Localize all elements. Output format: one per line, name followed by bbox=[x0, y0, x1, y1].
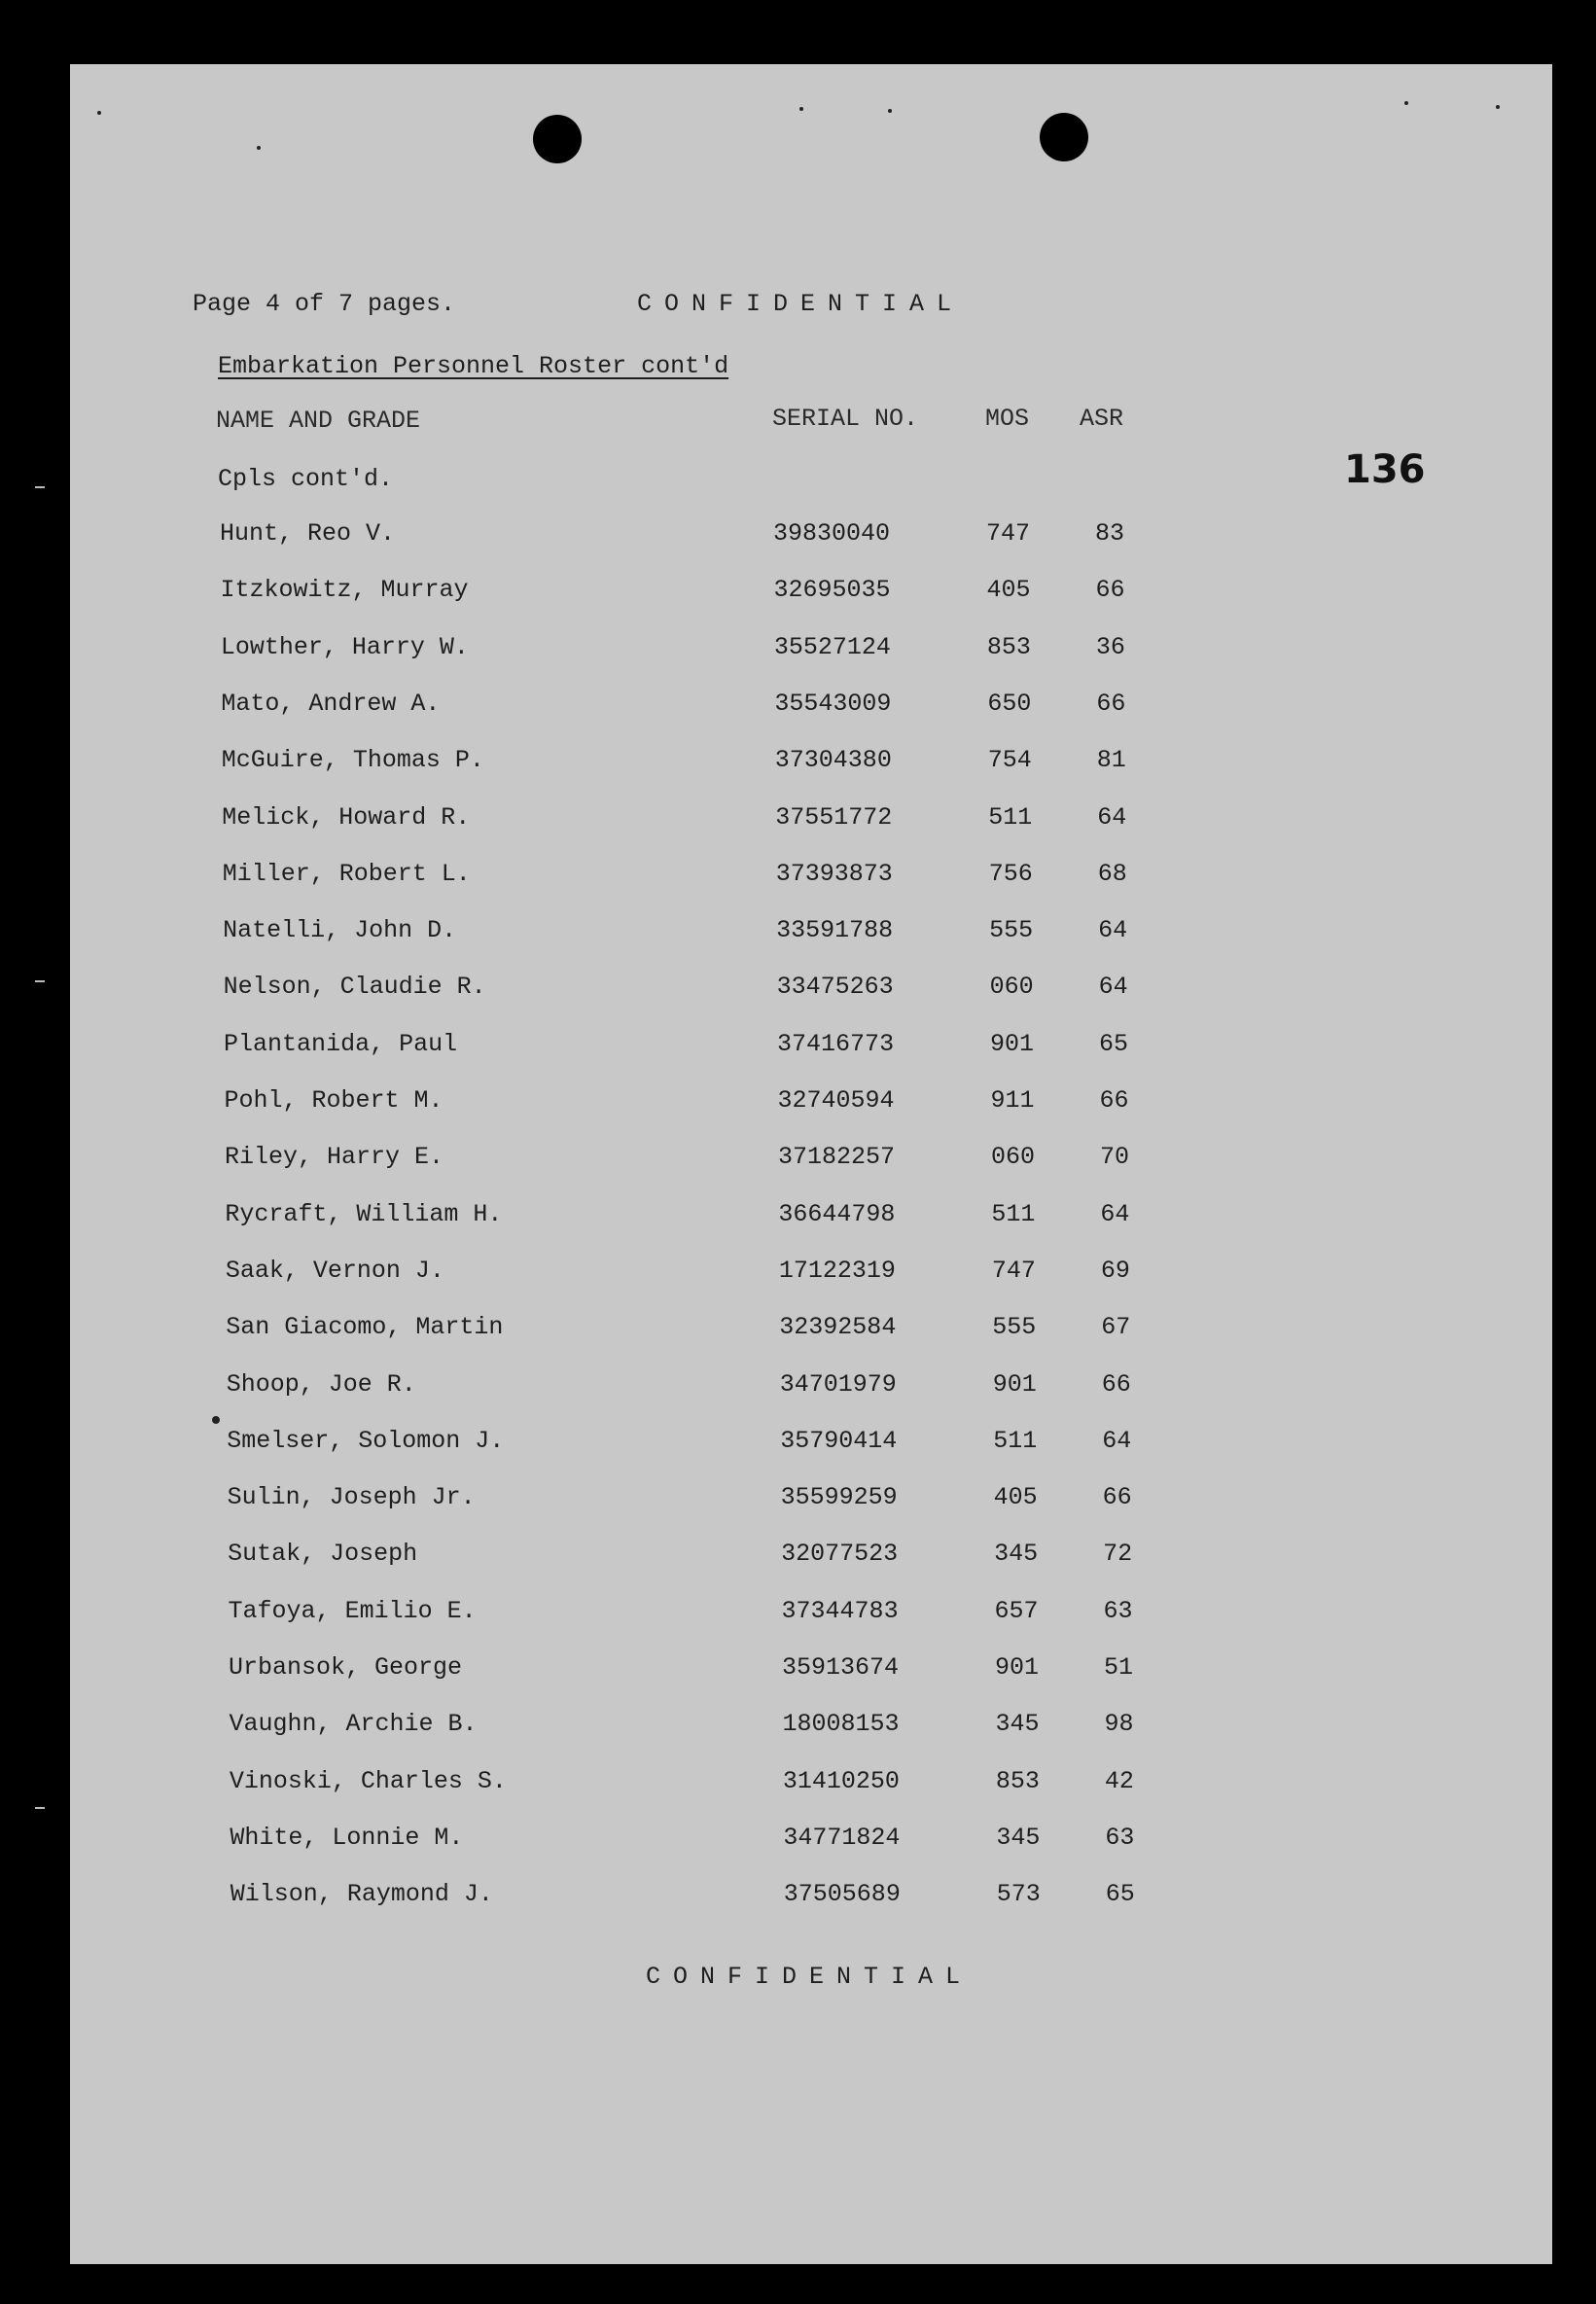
roster-name: Tafoya, Emilio E. bbox=[228, 1596, 477, 1625]
speck bbox=[97, 111, 101, 115]
roster-mos: 650 bbox=[987, 689, 1032, 718]
roster-name: Itzkowitz, Murray bbox=[220, 576, 469, 605]
table-row bbox=[0, 1653, 1596, 1692]
group-label: Cpls cont'd. bbox=[218, 465, 394, 493]
table-row bbox=[0, 860, 1596, 899]
table-row bbox=[0, 1370, 1596, 1409]
roster-serial-no: 37393873 bbox=[775, 859, 893, 888]
roster-name: Vaughn, Archie B. bbox=[229, 1710, 478, 1739]
classification-bottom: CONFIDENTIAL bbox=[646, 1963, 974, 1991]
roster-serial-no: 34701979 bbox=[779, 1369, 897, 1399]
roster-asr: 69 bbox=[1100, 1256, 1130, 1285]
roster-asr: 64 bbox=[1098, 916, 1128, 945]
roster-serial-no: 37416773 bbox=[777, 1029, 895, 1058]
roster-serial-no: 37304380 bbox=[774, 746, 892, 775]
roster-name: Shoop, Joe R. bbox=[226, 1369, 416, 1399]
roster-mos: 901 bbox=[992, 1369, 1037, 1399]
roster-serial-no: 32392584 bbox=[779, 1313, 897, 1342]
roster-asr: 36 bbox=[1095, 632, 1125, 661]
roster-asr: 66 bbox=[1095, 576, 1125, 605]
roster-serial-no: 35913674 bbox=[782, 1653, 900, 1682]
roster-asr: 64 bbox=[1102, 1426, 1132, 1455]
roster-asr: 64 bbox=[1098, 973, 1128, 1002]
roster-name: Sulin, Joseph Jr. bbox=[227, 1483, 476, 1512]
roster-mos: 657 bbox=[994, 1596, 1039, 1625]
speck bbox=[212, 1416, 220, 1424]
column-header-name: NAME AND GRADE bbox=[216, 407, 421, 435]
table-row bbox=[0, 1710, 1596, 1749]
table-row bbox=[0, 633, 1596, 672]
roster-serial-no: 31410250 bbox=[782, 1766, 900, 1795]
roster-name: Plantanida, Paul bbox=[224, 1029, 458, 1058]
table-row bbox=[0, 519, 1596, 558]
roster-name: White, Lonnie M. bbox=[230, 1823, 464, 1852]
roster-serial-no: 34771824 bbox=[783, 1823, 901, 1852]
edge-mark bbox=[35, 1807, 45, 1809]
roster-serial-no: 35543009 bbox=[774, 689, 892, 718]
table-row bbox=[0, 1143, 1596, 1182]
roster-serial-no: 32077523 bbox=[781, 1540, 899, 1569]
roster-serial-no: 35790414 bbox=[780, 1426, 898, 1455]
roster-name: San Giacomo, Martin bbox=[226, 1313, 504, 1342]
roster-name: Natelli, John D. bbox=[223, 916, 457, 945]
table-row bbox=[0, 1030, 1596, 1069]
table-row bbox=[0, 1880, 1596, 1919]
roster-asr: 98 bbox=[1104, 1710, 1134, 1739]
table-row bbox=[0, 1767, 1596, 1806]
roster-asr: 81 bbox=[1096, 746, 1126, 775]
roster-name: Rycraft, William H. bbox=[225, 1199, 503, 1228]
roster-name: Sutak, Joseph bbox=[228, 1540, 418, 1569]
roster-mos: 747 bbox=[986, 519, 1031, 548]
roster-mos: 853 bbox=[986, 632, 1031, 661]
roster-serial-no: 32740594 bbox=[777, 1086, 895, 1115]
roster-asr: 66 bbox=[1099, 1086, 1129, 1115]
speck bbox=[1496, 105, 1500, 109]
roster-serial-no: 35527124 bbox=[773, 632, 891, 661]
table-row bbox=[0, 1540, 1596, 1578]
roster-asr: 70 bbox=[1099, 1143, 1129, 1172]
roster-name: Pohl, Robert M. bbox=[224, 1086, 443, 1115]
roster-mos: 754 bbox=[987, 746, 1032, 775]
roster-mos: 511 bbox=[991, 1199, 1036, 1228]
column-header-serial: SERIAL NO. bbox=[772, 405, 919, 433]
roster-mos: 555 bbox=[989, 916, 1034, 945]
speck bbox=[257, 146, 261, 150]
roster-mos: 747 bbox=[991, 1256, 1036, 1285]
roster-mos: 345 bbox=[995, 1710, 1040, 1739]
roster-serial-no: 36644798 bbox=[778, 1199, 896, 1228]
roster-name: Vinoski, Charles S. bbox=[229, 1766, 507, 1795]
table-row bbox=[0, 916, 1596, 955]
roster-name: Riley, Harry E. bbox=[224, 1143, 443, 1172]
table-row bbox=[0, 1427, 1596, 1466]
roster-asr: 64 bbox=[1100, 1199, 1130, 1228]
page-label: Page 4 of 7 pages. bbox=[193, 290, 456, 318]
punch-hole-right bbox=[1040, 113, 1088, 161]
section-title: Embarkation Personnel Roster cont'd bbox=[218, 352, 729, 380]
roster-mos: 060 bbox=[989, 973, 1034, 1002]
table-row bbox=[0, 690, 1596, 728]
classification-top: CONFIDENTIAL bbox=[637, 290, 965, 318]
roster-asr: 72 bbox=[1103, 1540, 1133, 1569]
roster-name: Smelser, Solomon J. bbox=[227, 1426, 505, 1455]
roster-mos: 853 bbox=[995, 1766, 1040, 1795]
table-row bbox=[0, 1200, 1596, 1239]
roster-name: Hunt, Reo V. bbox=[220, 519, 396, 548]
roster-serial-no: 33475263 bbox=[776, 973, 894, 1002]
roster-name: Saak, Vernon J. bbox=[225, 1256, 444, 1285]
edge-mark bbox=[35, 486, 45, 488]
roster-asr: 66 bbox=[1102, 1483, 1132, 1512]
table-row bbox=[0, 1086, 1596, 1125]
roster-mos: 405 bbox=[993, 1483, 1038, 1512]
roster-name: Nelson, Claudie R. bbox=[223, 973, 486, 1002]
roster-asr: 68 bbox=[1097, 859, 1127, 888]
roster-serial-no: 37505689 bbox=[783, 1880, 901, 1909]
table-row bbox=[0, 1597, 1596, 1636]
roster-name: Urbansok, George bbox=[229, 1653, 463, 1682]
roster-mos: 573 bbox=[996, 1880, 1041, 1909]
roster-asr: 66 bbox=[1101, 1369, 1131, 1399]
roster-asr: 66 bbox=[1096, 689, 1126, 718]
roster-serial-no: 37182257 bbox=[777, 1143, 895, 1172]
column-header-asr: ASR bbox=[1080, 405, 1124, 433]
roster-serial-no: 37344783 bbox=[781, 1596, 899, 1625]
table-row bbox=[0, 746, 1596, 785]
roster-serial-no: 18008153 bbox=[782, 1710, 900, 1739]
speck bbox=[1404, 101, 1408, 105]
roster-serial-no: 39830040 bbox=[773, 519, 891, 548]
roster-serial-no: 32695035 bbox=[773, 576, 891, 605]
table-row bbox=[0, 1824, 1596, 1862]
roster-asr: 65 bbox=[1099, 1029, 1129, 1058]
roster-mos: 901 bbox=[990, 1029, 1035, 1058]
roster-asr: 51 bbox=[1104, 1653, 1134, 1682]
roster-asr: 42 bbox=[1104, 1766, 1134, 1795]
roster-name: Miller, Robert L. bbox=[222, 859, 471, 888]
roster-asr: 83 bbox=[1095, 519, 1125, 548]
roster-asr: 67 bbox=[1101, 1313, 1131, 1342]
roster-name: Wilson, Raymond J. bbox=[230, 1880, 493, 1909]
table-row bbox=[0, 973, 1596, 1011]
table-row bbox=[0, 1483, 1596, 1522]
roster-asr: 65 bbox=[1105, 1880, 1135, 1909]
roster-name: Melick, Howard R. bbox=[222, 802, 471, 832]
roster-mos: 405 bbox=[986, 576, 1031, 605]
roster-mos: 901 bbox=[995, 1653, 1040, 1682]
roster-serial-no: 33591788 bbox=[776, 916, 894, 945]
roster-mos: 060 bbox=[990, 1143, 1035, 1172]
roster-mos: 911 bbox=[990, 1086, 1035, 1115]
speck bbox=[799, 107, 803, 111]
speck bbox=[888, 109, 892, 113]
table-row bbox=[0, 576, 1596, 615]
table-row bbox=[0, 1257, 1596, 1295]
roster-serial-no: 35599259 bbox=[780, 1483, 898, 1512]
roster-mos: 756 bbox=[988, 859, 1033, 888]
roster-serial-no: 37551772 bbox=[775, 802, 893, 832]
table-row bbox=[0, 1313, 1596, 1352]
roster-mos: 345 bbox=[994, 1540, 1039, 1569]
column-header-mos: MOS bbox=[985, 405, 1030, 433]
roster-asr: 64 bbox=[1097, 802, 1127, 832]
roster-mos: 511 bbox=[988, 802, 1033, 832]
roster-name: McGuire, Thomas P. bbox=[221, 746, 484, 775]
roster-asr: 63 bbox=[1105, 1823, 1135, 1852]
roster-name: Mato, Andrew A. bbox=[221, 689, 441, 718]
table-row bbox=[0, 803, 1596, 842]
roster-serial-no: 17122319 bbox=[778, 1256, 896, 1285]
punch-hole-left bbox=[533, 115, 582, 163]
roster-mos: 511 bbox=[993, 1426, 1038, 1455]
page-number: 136 bbox=[1344, 447, 1426, 492]
roster-mos: 555 bbox=[992, 1313, 1037, 1342]
roster-mos: 345 bbox=[996, 1823, 1041, 1852]
roster-name: Lowther, Harry W. bbox=[220, 632, 469, 661]
roster-asr: 63 bbox=[1103, 1596, 1133, 1625]
